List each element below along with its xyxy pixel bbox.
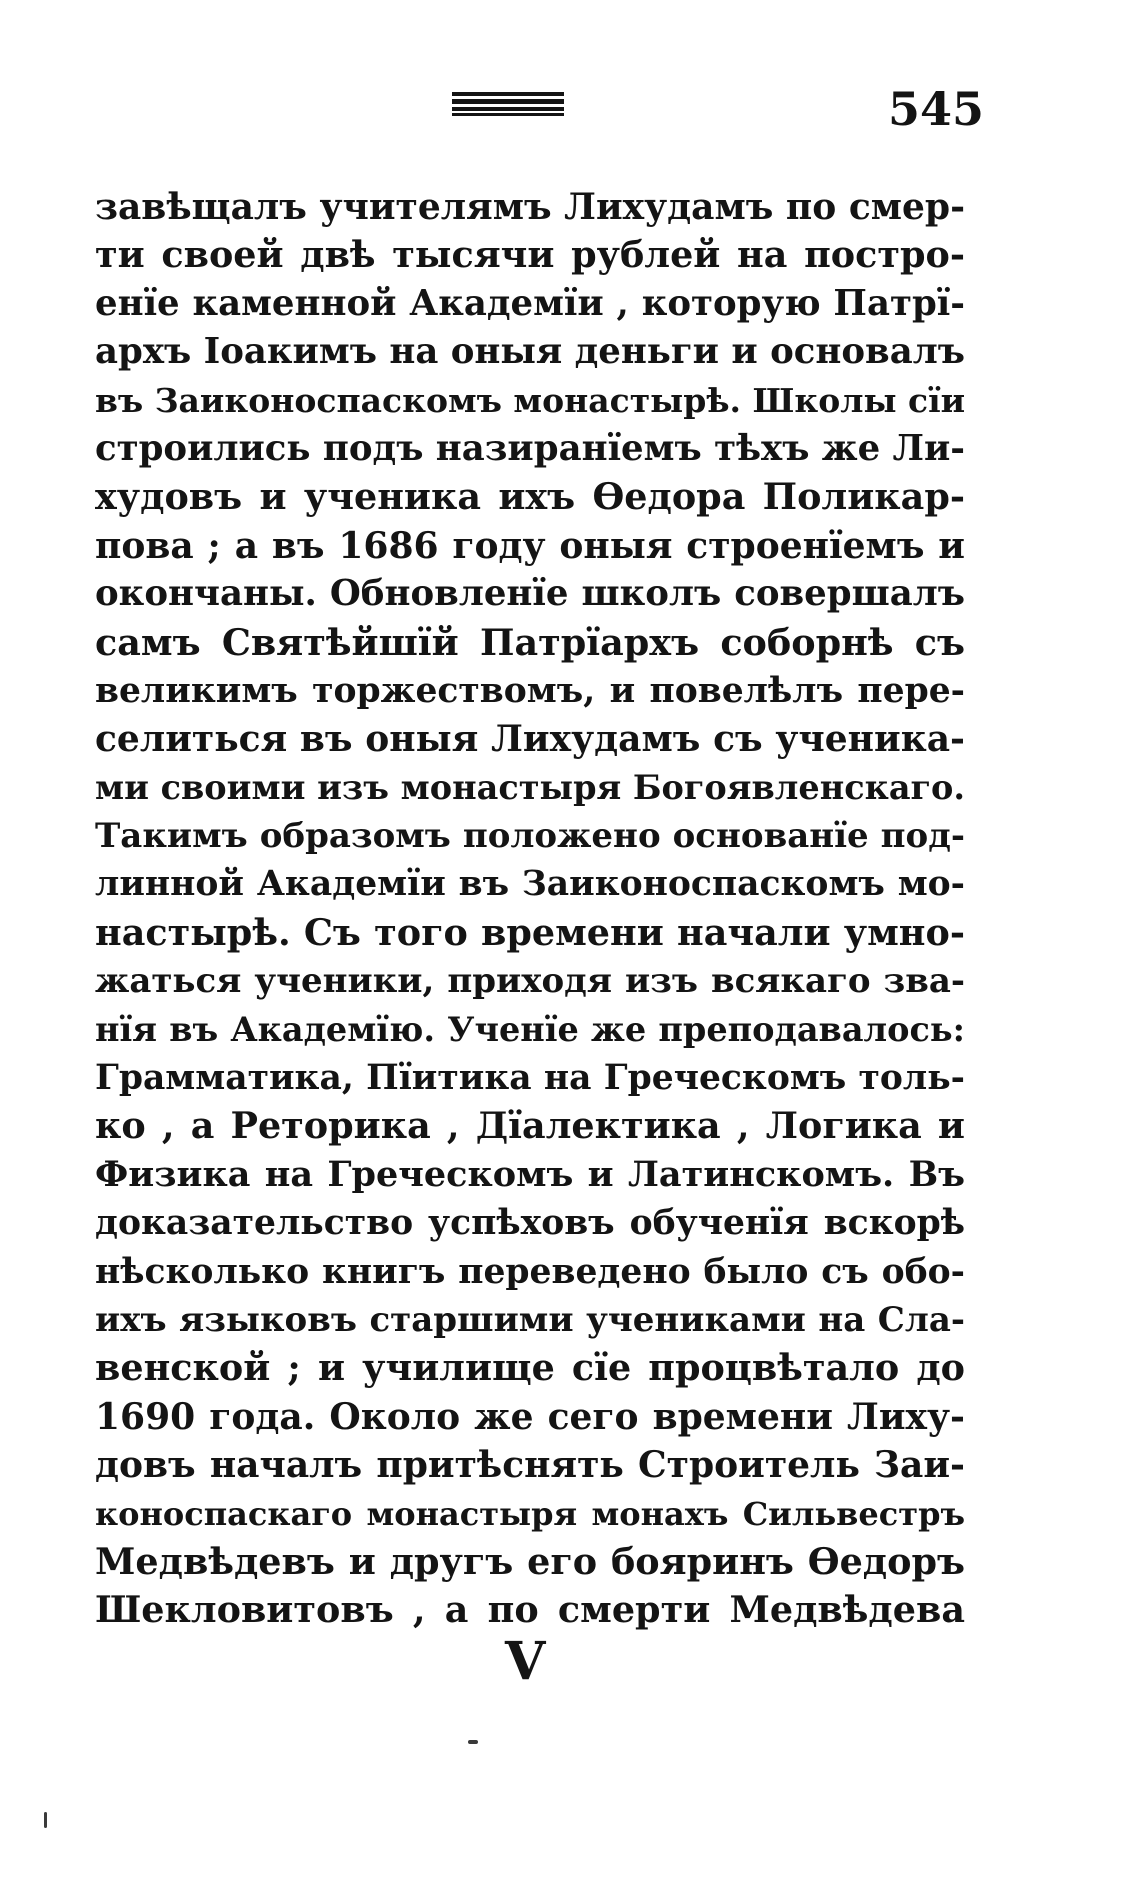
text-line: завѣщалъ учителямъ Лихудамъ по смер- xyxy=(95,186,966,228)
text-line: ти своей двѣ тысячи рублей на постро- xyxy=(95,233,965,277)
text-line: венской ; и училище сїе процвѣтало до xyxy=(95,1346,965,1390)
text-line: ко , а Реторика , Дїалектика , Логика и xyxy=(95,1104,965,1148)
text-line: линной Академїи въ Заиконоспаскомъ мо- xyxy=(95,864,965,905)
text-line: довъ началъ притѣснять Строитель Заи- xyxy=(95,1444,965,1487)
text-line: пова ; а въ 1686 году оныя строенїемъ и xyxy=(95,524,965,567)
text-line: Шекловитовъ , а по смерти Медвѣдева xyxy=(95,1588,965,1632)
text-line: доказательство успѣховъ обученїя вскорѣ xyxy=(95,1203,965,1244)
text-line: нѣсколько книгъ переведено было съ обо- xyxy=(95,1251,965,1292)
ink-speck xyxy=(44,1812,47,1828)
text-line: ми своими изъ монастыря Богоявленскаго. xyxy=(95,767,966,807)
text-line: енїе каменной Академїи , которую Патрї- xyxy=(95,282,965,324)
text-line: жаться ученики, приходя изъ всякаго зва- xyxy=(95,961,965,1002)
text-line: самъ Святѣйшїй Патрїархъ соборнѣ съ xyxy=(95,620,965,664)
text-line: худовъ и ученика ихъ Ѳедора Поликар- xyxy=(95,475,965,519)
page-number: 545 xyxy=(888,82,985,136)
text-line: настырѣ. Съ того времени начали умно- xyxy=(95,910,965,954)
text-line: селиться въ оныя Лихудамъ съ ученика- xyxy=(95,718,965,761)
text-line: коноспаскаго монастыря монахъ Сильвестръ xyxy=(95,1494,965,1533)
text-line: 1690 года. Около же сего времени Лиху- xyxy=(95,1395,965,1438)
text-line: великимъ торжествомъ, и повелѣлъ пере- xyxy=(95,670,965,711)
text-line: въ Заиконоспаскомъ монастырѣ. Школы сїи xyxy=(95,380,966,420)
text-line: окончаны. Обновленїе школъ совершалъ xyxy=(95,573,965,615)
text-line: Такимъ образомъ положено основанїе под- xyxy=(95,816,965,857)
ink-speck xyxy=(468,1740,478,1744)
text-line: Медвѣдевъ и другъ его бояринъ Ѳедоръ xyxy=(95,1539,965,1583)
text-line: архъ Іоакимъ на оныя деньги и основалъ xyxy=(95,331,965,373)
text-line: Физика на Греческомъ и Латинскомъ. Въ xyxy=(95,1153,965,1195)
text-line: ихъ языковъ старшими учениками на Сла- xyxy=(95,1299,965,1340)
text-line: нїя въ Академїю. Ученїе же преподавалось: xyxy=(95,1009,965,1049)
body-text xyxy=(95,183,965,1635)
text-line: строились подъ назиранїемъ тѣхъ же Ли- xyxy=(95,427,966,469)
header-ornament-rule xyxy=(452,92,564,116)
printer-signature-mark: V xyxy=(505,1631,546,1692)
text-line: Грамматика, Пїитика на Греческомъ толь- xyxy=(95,1058,965,1099)
